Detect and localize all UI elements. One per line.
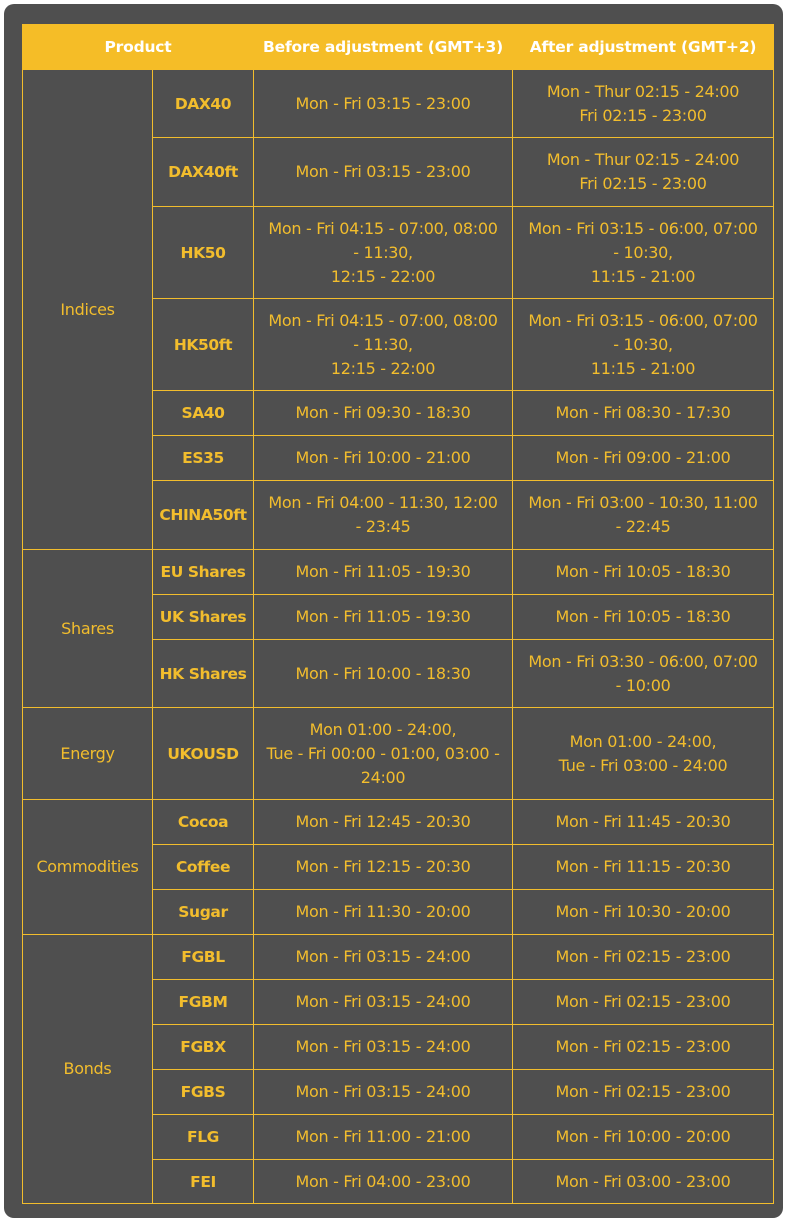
before-hours-cell — [254, 640, 513, 708]
product-cell: Coffee — [153, 845, 254, 890]
trading-hours-table — [22, 24, 774, 1204]
hours-line: Mon - Fri 11:15 - 20:30 — [555, 857, 731, 876]
before-hours-cell — [254, 207, 513, 299]
before-hours-cell — [254, 481, 513, 550]
product-cell: FGBS — [153, 1070, 254, 1115]
hours-line: Mon - Fri 09:30 - 18:30 — [295, 403, 471, 422]
product-cell: CHINA50ft — [153, 481, 254, 550]
product-cell: ES35 — [153, 436, 254, 481]
product-cell: Sugar — [153, 890, 254, 935]
hours-line: Mon - Thur 02:15 - 24:00 — [546, 81, 740, 101]
after-hours-cell — [513, 708, 774, 800]
hours-line: Mon 01:00 - 24:00, — [569, 731, 717, 751]
after-hours-cell — [513, 845, 774, 890]
after-hours-cell — [513, 391, 774, 436]
hours-line: Tue - Fri 03:00 - 24:00 — [558, 755, 728, 775]
after-hours-cell — [513, 138, 774, 207]
hours-line: - 10:00 — [615, 675, 671, 695]
product-cell: SA40 — [153, 391, 254, 436]
hours-line: Mon - Fri 11:30 - 20:00 — [295, 902, 471, 921]
hours-line: - 11:30, — [353, 242, 413, 262]
hours-line: - 10:30, — [613, 242, 673, 262]
after-hours-cell — [513, 980, 774, 1025]
header-row — [23, 25, 774, 70]
product-cell: DAX40ft — [153, 138, 254, 207]
hours-line: 11:15 - 21:00 — [590, 266, 696, 286]
hours-line: Mon - Fri 03:15 - 24:00 — [295, 1037, 471, 1056]
category-cell: Energy — [23, 708, 153, 800]
hours-line: Mon - Fri 02:15 - 23:00 — [555, 1037, 731, 1056]
hours-line: Mon - Fri 02:15 - 23:00 — [555, 1082, 731, 1101]
before-hours-cell — [254, 980, 513, 1025]
hours-line: - 23:45 — [355, 517, 411, 536]
before-hours-cell — [254, 1115, 513, 1160]
hours-line: Mon - Fri 11:05 - 19:30 — [295, 562, 471, 581]
hours-line: - 11:30, — [353, 334, 413, 354]
hours-line: Mon - Fri 11:45 - 20:30 — [555, 812, 731, 831]
after-hours-cell — [513, 207, 774, 299]
hours-line: Fri 02:15 - 23:00 — [579, 105, 707, 125]
product-cell: FGBX — [153, 1025, 254, 1070]
header-product: Product — [23, 25, 254, 70]
hours-line: Mon - Fri 04:15 - 07:00, 08:00 — [268, 218, 498, 238]
product-cell: HK50ft — [153, 299, 254, 391]
hours-line: Mon - Fri 03:30 - 06:00, 07:00 — [528, 651, 758, 671]
hours-line: Mon - Fri 02:15 - 23:00 — [555, 947, 731, 966]
product-cell: FEI — [153, 1160, 254, 1204]
product-cell: Cocoa — [153, 800, 254, 845]
after-hours-cell — [513, 436, 774, 481]
hours-line: Mon - Fri 02:15 - 23:00 — [555, 992, 731, 1011]
category-cell: Bonds — [23, 935, 153, 1204]
hours-line: Mon - Fri 03:15 - 24:00 — [295, 992, 471, 1011]
hours-line: Mon - Fri 03:15 - 24:00 — [295, 947, 471, 966]
hours-line: Mon - Fri 03:15 - 23:00 — [295, 162, 471, 181]
hours-line: Mon 01:00 - 24:00, — [309, 719, 457, 739]
before-hours-cell — [254, 1025, 513, 1070]
hours-line: 12:15 - 22:00 — [330, 358, 436, 378]
hours-line: Mon - Fri 10:00 - 21:00 — [295, 448, 471, 467]
before-hours-cell — [254, 595, 513, 640]
category-cell: Indices — [23, 70, 153, 550]
hours-line: Mon - Fri 03:00 - 23:00 — [555, 1171, 731, 1191]
after-hours-cell — [513, 595, 774, 640]
hours-line: 11:15 - 21:00 — [590, 358, 696, 378]
hours-line: Fri 02:15 - 23:00 — [579, 174, 707, 193]
header-before-adjustment: Before adjustment (GMT+3) — [254, 25, 513, 70]
table-row — [23, 935, 774, 980]
product-cell: FGBM — [153, 980, 254, 1025]
hours-line: 12:15 - 22:00 — [330, 266, 436, 286]
hours-line: - 22:45 — [615, 517, 671, 536]
category-cell: Commodities — [23, 800, 153, 935]
hours-line: Mon - Fri 11:05 - 19:30 — [295, 607, 471, 626]
before-hours-cell — [254, 299, 513, 391]
before-hours-cell — [254, 1070, 513, 1115]
table-header — [23, 25, 774, 70]
table-row — [23, 70, 774, 138]
after-hours-cell — [513, 1160, 774, 1204]
category-cell: Shares — [23, 550, 153, 708]
hours-line: Mon - Fri 03:15 - 06:00, 07:00 — [528, 310, 758, 330]
before-hours-cell — [254, 436, 513, 481]
hours-line: Mon - Fri 12:15 - 20:30 — [295, 857, 471, 876]
after-hours-cell — [513, 299, 774, 391]
hours-line: Mon - Fri 10:00 - 18:30 — [295, 663, 471, 683]
table-row — [23, 800, 774, 845]
product-cell: HK50 — [153, 207, 254, 299]
hours-line: Mon - Fri 03:00 - 10:30, 11:00 — [528, 493, 758, 512]
hours-line: Mon - Fri 10:05 - 18:30 — [555, 607, 731, 626]
hours-line: Mon - Fri 04:15 - 07:00, 08:00 — [268, 310, 498, 330]
before-hours-cell — [254, 935, 513, 980]
after-hours-cell — [513, 1115, 774, 1160]
before-hours-cell — [254, 391, 513, 436]
product-cell: UK Shares — [153, 595, 254, 640]
hours-line: 24:00 — [360, 767, 406, 787]
header-after-adjustment: After adjustment (GMT+2) — [513, 25, 774, 70]
after-hours-cell — [513, 935, 774, 980]
after-hours-cell — [513, 640, 774, 708]
hours-line: Mon - Fri 04:00 - 11:30, 12:00 — [268, 493, 498, 512]
hours-line: Mon - Fri 08:30 - 17:30 — [555, 403, 731, 422]
hours-line: Mon - Thur 02:15 - 24:00 — [546, 150, 740, 169]
table-row — [23, 550, 774, 595]
hours-line: - 10:30, — [613, 334, 673, 354]
before-hours-cell — [254, 800, 513, 845]
table-body — [23, 70, 774, 1204]
product-cell: HK Shares — [153, 640, 254, 708]
after-hours-cell — [513, 550, 774, 595]
product-cell: EU Shares — [153, 550, 254, 595]
before-hours-cell — [254, 708, 513, 800]
after-hours-cell — [513, 1070, 774, 1115]
hours-line: Mon - Fri 03:15 - 06:00, 07:00 — [528, 218, 758, 238]
hours-line: Mon - Fri 10:30 - 20:00 — [555, 902, 731, 921]
hours-line: Mon - Fri 10:00 - 20:00 — [555, 1127, 731, 1146]
after-hours-cell — [513, 800, 774, 845]
product-cell: UKOUSD — [153, 708, 254, 800]
hours-line: Mon - Fri 03:15 - 24:00 — [295, 1082, 471, 1101]
before-hours-cell — [254, 845, 513, 890]
hours-line: Mon - Fri 10:05 - 18:30 — [555, 562, 731, 581]
hours-line: Mon - Fri 03:15 - 23:00 — [295, 93, 471, 113]
before-hours-cell — [254, 138, 513, 207]
product-cell: DAX40 — [153, 70, 254, 138]
hours-line: Tue - Fri 00:00 - 01:00, 03:00 - — [266, 743, 500, 763]
product-cell: FGBL — [153, 935, 254, 980]
before-hours-cell — [254, 70, 513, 138]
after-hours-cell — [513, 890, 774, 935]
after-hours-cell — [513, 1025, 774, 1070]
after-hours-cell — [513, 481, 774, 550]
after-hours-cell — [513, 70, 774, 138]
hours-line: Mon - Fri 12:45 - 20:30 — [295, 812, 471, 831]
hours-line: Mon - Fri 04:00 - 23:00 — [295, 1171, 471, 1191]
product-cell: FLG — [153, 1115, 254, 1160]
table-row — [23, 708, 774, 800]
hours-line: Mon - Fri 09:00 - 21:00 — [555, 448, 731, 467]
schedule-panel — [4, 4, 783, 1218]
before-hours-cell — [254, 550, 513, 595]
before-hours-cell — [254, 1160, 513, 1204]
before-hours-cell — [254, 890, 513, 935]
hours-line: Mon - Fri 11:00 - 21:00 — [295, 1127, 471, 1146]
